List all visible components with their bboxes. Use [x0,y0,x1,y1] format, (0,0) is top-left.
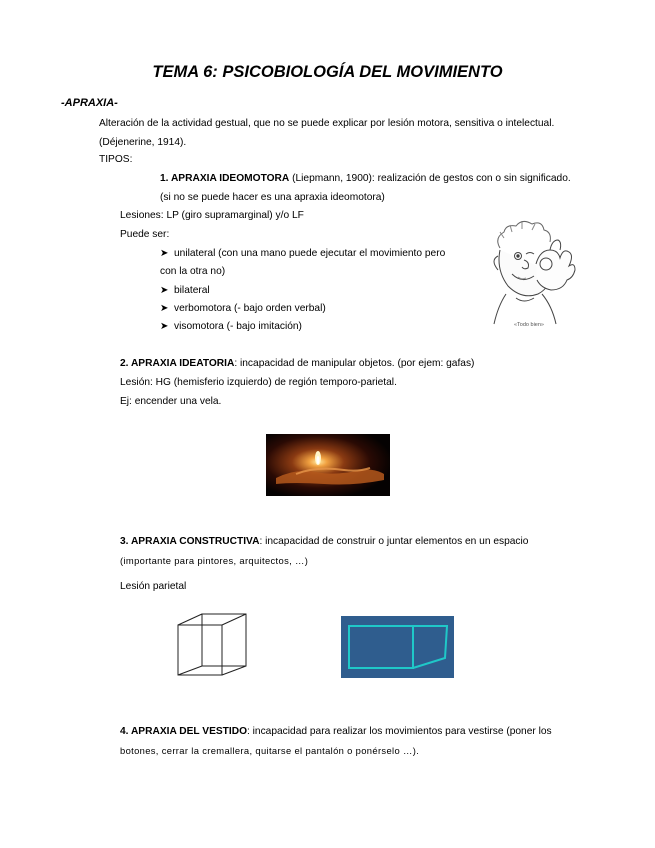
image-caption: «Todo bien» [514,322,544,328]
intro-line-1: Alteración de la actividad gestual, que no se puede explicar por lesión motora, sensitiva o intelectual. [99,118,555,129]
bullet-text: verbomotora (- bajo orden verbal) [174,303,326,314]
type2-line [120,357,474,370]
bullet-text: bilateral [174,285,210,296]
type4-heading: 4. APRAXIA DEL VESTIDO [120,726,247,737]
constructive-drawing-panel [341,616,454,678]
bullet-text: unilateral (con una mano puede ejecutar el movimiento pero [174,248,446,259]
type2-desc: : incapacidad de manipular objetos. (por ejem: gafas) [234,358,475,369]
type1-line [160,172,571,185]
type3-lesion: Lesión parietal [120,581,187,592]
type4-cont: botones, cerrar la cremallera, quitarse el pantalón o ponérselo …). [120,745,420,756]
type3-desc: : incapacidad de construir o juntar elementos en un espacio [259,536,529,547]
candle-hands-image [266,434,390,496]
wireframe-cube-drawing [176,611,251,683]
type2-example: Ej: encender una vela. [120,396,222,407]
bullet-text: visomotora (- bajo imitación) [174,321,302,332]
list-item [160,284,210,297]
type3-heading: 3. APRAXIA CONSTRUCTIVA [120,536,260,547]
type2-lesion: Lesión: HG (hemisferio izquierdo) de región temporo-parietal. [120,377,397,388]
arrow-bullet-icon: ➤ [160,285,169,296]
arrow-bullet-icon: ➤ [160,321,169,332]
type4-line [120,725,552,738]
type1-lesiones: Lesiones: LP (giro supramarginal) y/o LF [120,210,304,221]
list-item [160,247,445,260]
type2-heading: 2. APRAXIA IDEATORIA [120,358,235,369]
type1-note: (si no se puede hacer es una apraxia ideomotora) [160,192,385,203]
bullet-continuation: con la otra no) [160,266,226,277]
section-heading: -APRAXIA- [61,97,118,109]
page-title: TEMA 6: PSICOBIOLOGÍA DEL MOVIMIENTO [152,63,503,81]
list-item [160,302,326,315]
type3-note: (importante para pintores, arquitectos, …) [120,555,309,566]
type4-desc: : incapacidad para realizar los movimientos para vestirse (poner los [247,726,552,737]
type3-line [120,535,528,548]
type1-heading: 1. APRAXIA IDEOMOTORA [160,173,290,184]
intro-line-2: (Déjenerine, 1914). [99,137,187,148]
ok-gesture-cartoon-image [486,220,576,330]
type1-desc: (Liepmann, 1900): realización de gestos con o sin significado. [289,173,571,184]
tipos-label: TIPOS: [99,154,133,165]
list-item [160,320,302,333]
type1-puede-ser: Puede ser: [120,229,170,240]
arrow-bullet-icon: ➤ [160,303,169,314]
arrow-bullet-icon: ➤ [160,248,169,259]
